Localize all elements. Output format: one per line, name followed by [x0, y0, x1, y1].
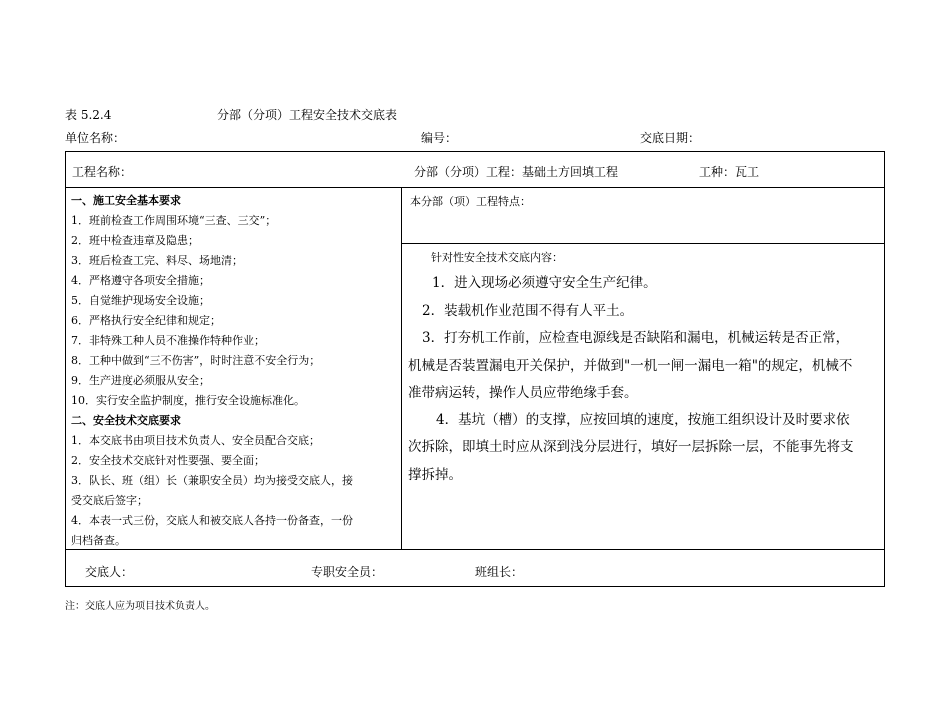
- list-item: 5．自觉维护现场安全设施；: [71, 294, 210, 307]
- footnote: 注：交底人应为项目技术负责人。: [65, 601, 215, 612]
- content-line: 3．打夯机工作前，应检查电源线是否缺陷和漏电，机械运转是否正常，: [422, 330, 850, 346]
- features-label: 本分部（项）工程特点：: [410, 195, 531, 208]
- row-divider-signature: [65, 549, 885, 550]
- list-item: 4．本表一式三份，交底人和被交底人各持一份备查，一份: [71, 514, 353, 527]
- list-item: 归档备查。: [71, 534, 126, 547]
- subproject-name: 分部（分项）工程：基础土方回填工程: [414, 165, 619, 179]
- list-item: 3．班后检查工完、料尽、场地清；: [71, 254, 243, 267]
- list-item: 7．非特殊工种人员不准操作特种作业；: [71, 334, 265, 347]
- content-line: 撑拆掉。: [408, 467, 462, 483]
- right-cell-divider: [401, 243, 885, 244]
- trade-type: 工种：瓦工: [699, 165, 760, 179]
- date-label: 交底日期：: [640, 131, 701, 145]
- unit-name-label: 单位名称：: [65, 131, 126, 145]
- list-item: 8．工种中做到“三不伤害”，时时注意不安全行为；: [71, 354, 321, 367]
- content-line: 机械是否装置漏电开关保护，并做到"一机一闸一漏电一箱"的规定，机械不: [408, 358, 853, 374]
- list-item: 3．队长、班（组）长（兼职安全员）均为接受交底人，接: [71, 474, 353, 487]
- team-leader-label: 班组长：: [475, 565, 524, 579]
- list-item: 1．本交底书由项目技术负责人、安全员配合交底；: [71, 434, 320, 447]
- list-item: 2．安全技术交底针对性要强、要全面；: [71, 454, 265, 467]
- project-name-label: 工程名称：: [72, 165, 133, 179]
- column-divider: [401, 187, 402, 549]
- section-heading-basic: 一、施工安全基本要求: [71, 194, 181, 207]
- form-title: 分部（分项）工程安全技术交底表: [217, 108, 398, 122]
- list-item: 4．严格遵守各项安全措施；: [71, 274, 210, 287]
- table-number: 表 5.2.4: [65, 108, 112, 122]
- list-item: 2．班中检查违章及隐患；: [71, 234, 199, 247]
- row-divider-project: [65, 187, 885, 188]
- content-line: 4．基坑（槽）的支撑，应按回填的速度，按施工组织设计及时要求依: [436, 412, 850, 428]
- list-item: 1．班前检查工作周围环境“三查、三交”；: [71, 214, 277, 227]
- content-line: 准带病运转，操作人员应带绝缘手套。: [408, 385, 638, 401]
- list-item: 10．实行安全监护制度，推行安全设施标准化。: [71, 394, 305, 407]
- content-line: 次拆除，即填土时应从深到浅分层进行，填好一层拆除一层，不能事先将支: [408, 439, 854, 455]
- section-heading-disclosure: 二、安全技术交底要求: [71, 414, 181, 427]
- content-label: 针对性安全技术交底内容：: [431, 251, 563, 264]
- list-item: 9．生产进度必须服从安全；: [71, 374, 210, 387]
- content-line: 1．进入现场必须遵守安全生产纪律。: [432, 275, 657, 291]
- code-label: 编号：: [421, 131, 458, 145]
- safety-officer-label: 专职安全员：: [311, 565, 384, 579]
- list-item: 受交底后签字；: [71, 494, 148, 507]
- list-item: 6．严格执行安全纪律和规定；: [71, 314, 221, 327]
- content-line: 2．装载机作业范围不得有人平土。: [422, 303, 634, 319]
- discloser-label: 交底人：: [85, 565, 134, 579]
